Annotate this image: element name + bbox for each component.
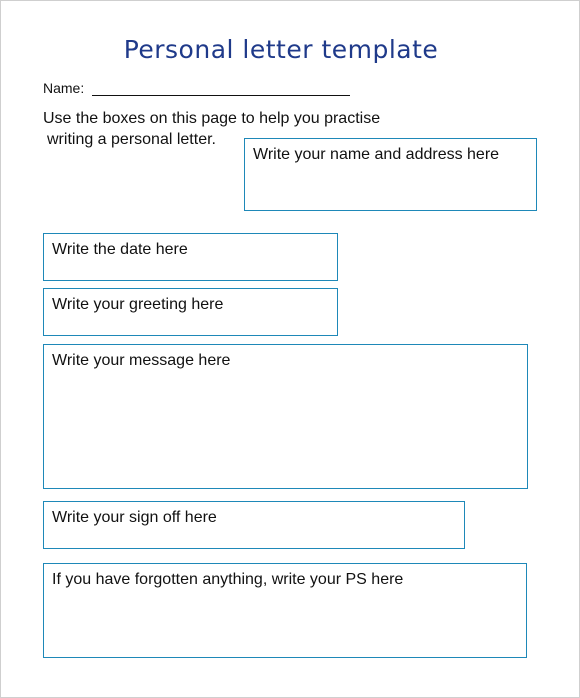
intro-line-2: writing a personal letter.: [47, 131, 216, 148]
signoff-box[interactable]: [43, 501, 465, 549]
name-label: Name:: [43, 80, 85, 96]
signoff-box-label: Write your sign off here: [52, 509, 217, 526]
name-row: [43, 80, 350, 96]
date-box[interactable]: [43, 233, 338, 281]
page-title: Personal letter template: [123, 35, 439, 64]
greeting-box-label: Write your greeting here: [52, 296, 224, 313]
date-box-label: Write the date here: [52, 241, 188, 258]
name-write-line[interactable]: [92, 84, 350, 96]
message-box[interactable]: [43, 344, 528, 489]
ps-box[interactable]: [43, 563, 527, 658]
intro-line-1: Use the boxes on this page to help you practise: [43, 110, 381, 127]
ps-box-label: If you have forgotten anything, write your PS here: [52, 571, 404, 588]
address-box[interactable]: [244, 138, 537, 211]
address-box-label: Write your name and address here: [253, 146, 500, 163]
greeting-box[interactable]: [43, 288, 338, 336]
message-box-label: Write your message here: [52, 352, 231, 369]
